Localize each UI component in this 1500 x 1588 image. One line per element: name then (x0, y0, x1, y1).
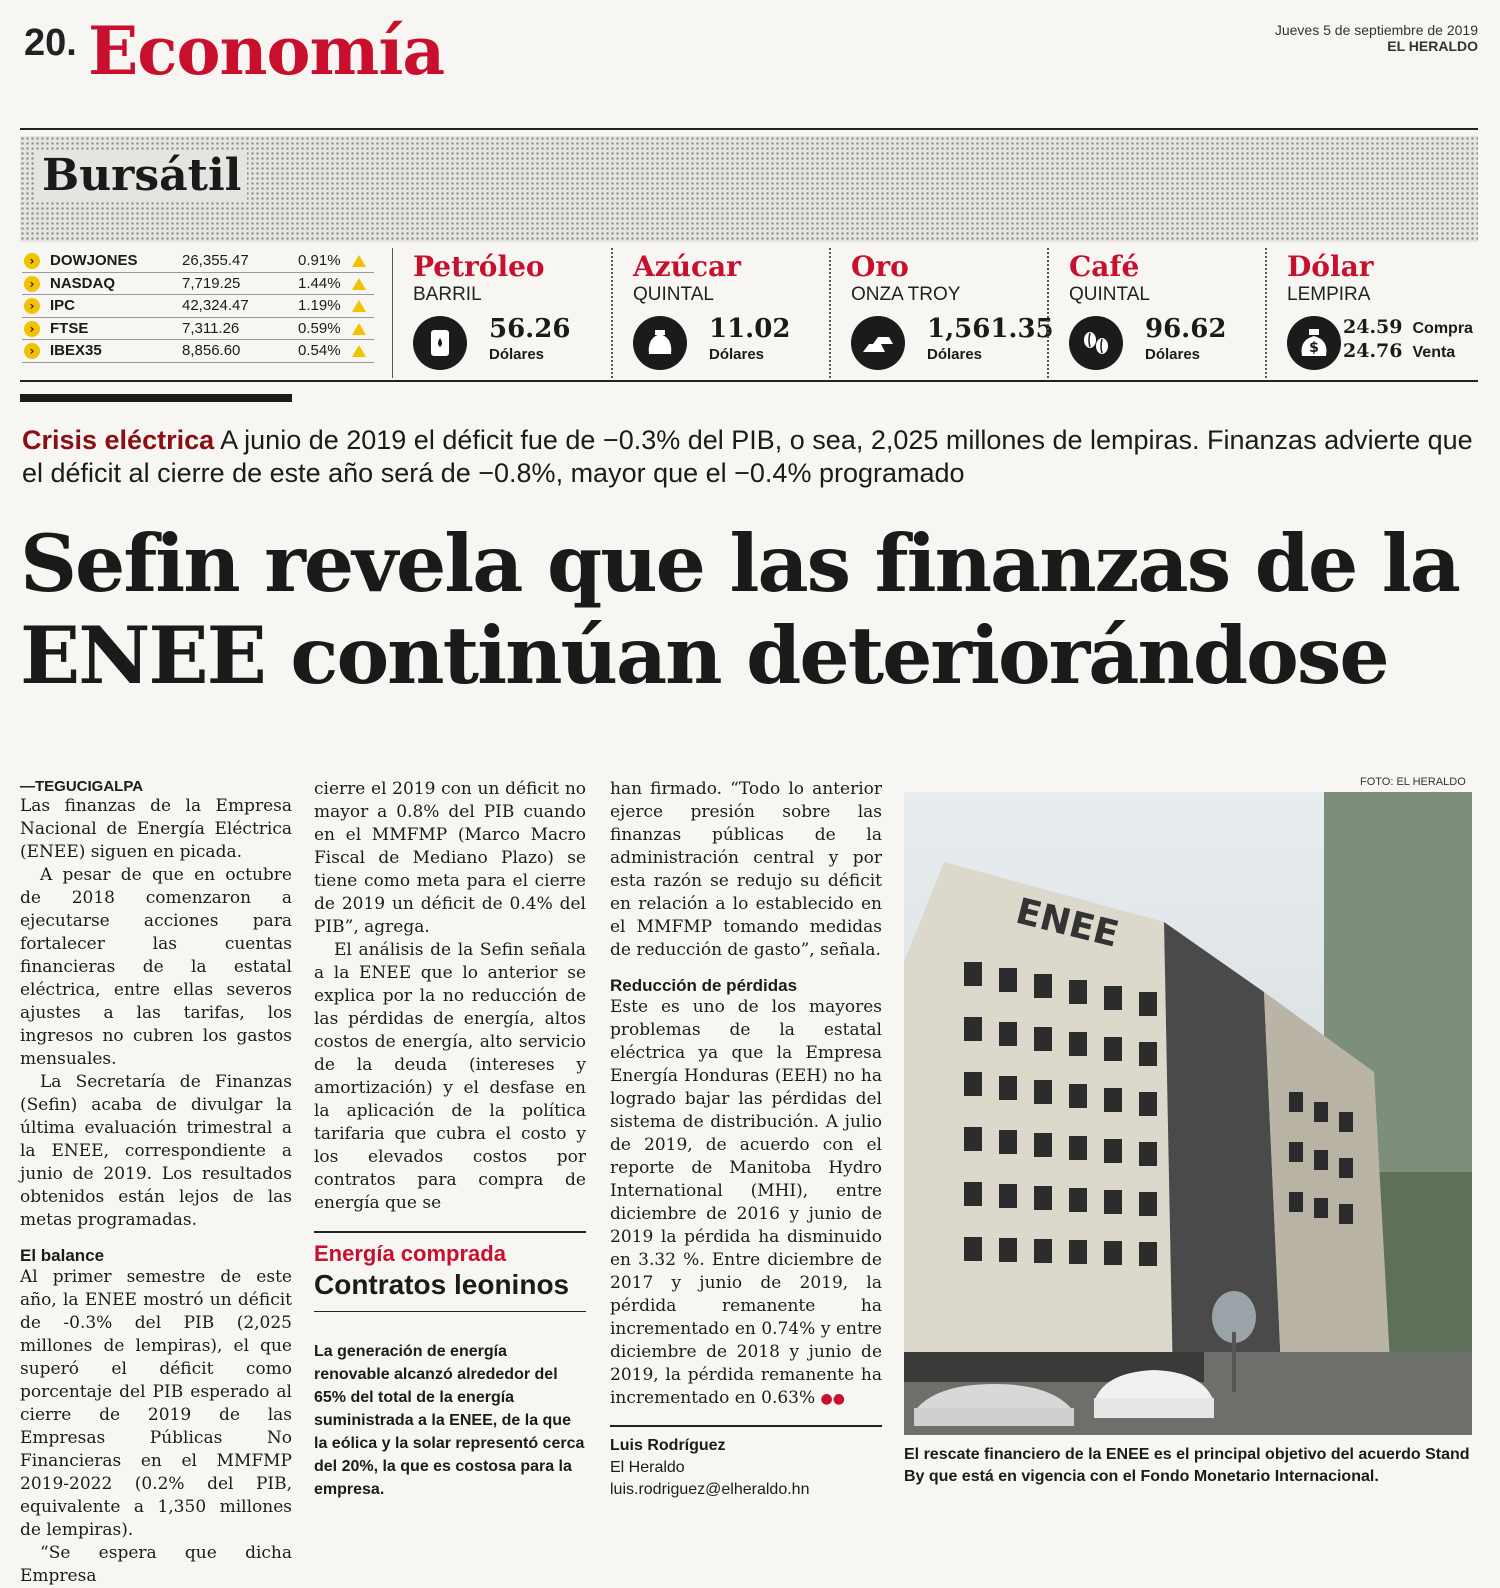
commodity-dolar (1265, 248, 1479, 378)
index-row (22, 295, 374, 318)
index-value: 8,856.60 (182, 342, 241, 359)
money-bag-icon (1287, 316, 1341, 370)
index-row (22, 318, 374, 341)
commodity-unit: QUINTAL (633, 284, 714, 305)
dateline-header (1275, 22, 1478, 54)
dolar-buy (1343, 316, 1473, 338)
index-change: 0.54% (298, 342, 341, 359)
chevron-right-icon: › (24, 298, 40, 314)
dolar-sell (1343, 340, 1455, 362)
building-sign: ENEE (1011, 890, 1123, 956)
index-value: 7,719.25 (182, 274, 241, 292)
oil-barrel-icon (413, 316, 467, 370)
paragraph: Las finanzas de la Empresa Nacional de Energía Eléctrica (ENEE) siguen en picada. (20, 796, 292, 862)
paragraph: han firmado. “Todo lo anterior ejerce presión sobre las finanzas públicas de la administración central y por esta razón se redujo su déficit en relación a lo establecido en el MMFMP tomando medidas de reducción de gasto”, señala. (610, 779, 882, 960)
svg-text:$: $ (1309, 340, 1319, 356)
chevron-right-icon: › (24, 253, 40, 269)
sugar-sack-icon (633, 316, 687, 370)
commodity-name: Azúcar (633, 250, 741, 283)
commodity-cafe (1047, 248, 1263, 378)
trend-up-icon (352, 345, 366, 357)
index-row (22, 273, 374, 296)
kicker-bar (20, 394, 292, 402)
photo-credit: FOTO: EL HERALDO (1360, 776, 1466, 788)
article-summary: A junio de 2019 el déficit fue de −0.3% del PIB, o sea, 2,025 millones de lempiras. Finanzas advierte que el déficit al cierre de este año será de −0.8%, mayor que el −0.4% programado (22, 425, 1473, 488)
article-kicker: Crisis eléctrica (22, 425, 215, 455)
dolar-buy-value: 24.59 (1343, 316, 1403, 338)
index-name: IPC (50, 297, 76, 314)
article-deck (22, 424, 1482, 490)
trend-up-icon (352, 255, 366, 267)
page-number: 20. (24, 22, 77, 64)
sidebar-text: La generación de energía renovable alcanzó alrededor del 65% del total de la energía suministrada a la ENEE, de la que la eólica y la solar representó cerca del 20%, la que es costosa para la empresa. (314, 1343, 585, 1498)
commodity-oro (829, 248, 1054, 378)
subhead-balance: El balance (20, 1246, 105, 1265)
index-name: DOWJONES (50, 252, 138, 269)
author-block (610, 1425, 882, 1501)
article-column-3 (610, 778, 882, 1501)
commodity-currency: Dólares (1145, 346, 1201, 363)
dolar-sell-value: 24.76 (1343, 340, 1403, 362)
chevron-right-icon: › (24, 343, 40, 359)
article-headline (20, 518, 1490, 702)
index-name: FTSE (50, 319, 89, 337)
commodity-currency: Dólares (927, 346, 983, 363)
index-value: 26,355.47 (182, 252, 249, 269)
bursatil-banner (20, 136, 1478, 242)
commodity-petroleo (393, 248, 609, 378)
commodity-value: 1,561.35 (927, 314, 1054, 344)
commodities-strip (392, 248, 1478, 378)
index-change: 1.44% (298, 274, 341, 292)
paragraph: “Se espera que dicha Empresa (20, 1543, 292, 1586)
commodity-value: 11.02 (709, 314, 791, 344)
publication-name: EL HERALDO (1387, 38, 1478, 54)
paragraph: La Secretaría de Finanzas (Sefin) acaba de divulgar la última evaluación trimestral a la ENEE, correspondiente a junio de 2019. Los resultados obtenidos están lejos de las metas programadas. (20, 1072, 292, 1230)
paragraph-text: Este es uno de los mayores problemas de la estatal eléctrica ya que la Empresa Energía Honduras (EEH) no ha logrado bajar las pérdidas del sistema de distribución. A julio de 2019, de acuerdo con el reporte de Manitoba Hydro International (MHI), entre diciembre de 2016 y junio de 2019 la pérdida ha disminuido en 3.32 %. Entre diciembre de 2017 y junio de 2019, la pérdida remanente ha incrementado en 0.74% y entre diciembre de 2018 y junio de 2019, la pérdida remanente ha incrementado en 0.63% (610, 997, 882, 1408)
commodity-unit: BARRIL (413, 284, 482, 305)
chevron-right-icon: › (24, 276, 40, 292)
gold-bars-icon (851, 316, 905, 370)
index-value: 7,311.26 (182, 319, 240, 337)
commodity-name: Oro (851, 250, 909, 283)
stock-indices-table (22, 250, 374, 363)
trend-up-icon (352, 323, 366, 335)
page-header (0, 0, 1500, 130)
section-rule (20, 380, 1478, 382)
trend-up-icon (352, 278, 366, 290)
author-outlet: El Heraldo (610, 1459, 685, 1476)
headline-line-1: Sefin revela que las finanzas de la (20, 517, 1459, 610)
index-name: NASDAQ (50, 274, 116, 292)
author-name: Luis Rodríguez (610, 1437, 726, 1454)
index-change: 0.59% (298, 319, 341, 337)
paragraph: A pesar de que en octubre de 2018 comenzaron a ejecutarse acciones para fortalecer las cuentas financieras de la estatal eléctrica, entre ellas severos ajustes a las tarifas, los ingresos no cubren los gastos mensuales. (20, 865, 292, 1069)
sidebar-kicker: Energía comprada (314, 1231, 586, 1267)
bursatil-title: Bursátil (36, 150, 247, 201)
subhead-perdidas: Reducción de pérdidas (610, 976, 798, 995)
index-row (22, 250, 374, 273)
article-dateline: —TEGUCIGALPA (20, 778, 144, 795)
author-email[interactable]: luis.rodriguez@elheraldo.hn (610, 1481, 810, 1498)
coffee-beans-icon (1069, 316, 1123, 370)
commodity-name: Café (1069, 250, 1140, 283)
paragraph (610, 996, 882, 1411)
index-row (22, 340, 374, 363)
publication-date: Jueves 5 de septiembre de 2019 (1274, 22, 1478, 38)
trend-up-icon (352, 300, 366, 312)
commodity-value: 96.62 (1145, 314, 1227, 344)
commodity-unit: ONZA TROY (851, 284, 961, 305)
commodity-value: 56.26 (489, 314, 571, 344)
paragraph: El análisis de la Sefin señala a la ENEE que lo anterior se explica por la no reducción de las pérdidas de energía, altos costos de energía, alto servicio de la deuda (intereses y amortización) y el desfase en la aplicación de la política tarifaria que cubra el costo y los elevados costos por contratos para compra de energía que se (314, 940, 586, 1213)
chevron-right-icon: › (24, 321, 40, 337)
article-column-1 (20, 778, 292, 1588)
commodity-azucar (611, 248, 827, 378)
headline-line-2: ENEE continúan deteriorándose (20, 609, 1388, 702)
enee-building-photo (904, 792, 1472, 1435)
section-title: Economía (88, 12, 445, 90)
index-name: IBEX35 (50, 342, 102, 359)
photo-caption: El rescate financiero de la ENEE es el principal objetivo del acuerdo Stand By que está en vigencia con el Fondo Monetario Internacional. (904, 1446, 1470, 1485)
end-mark-icon: ●● (820, 1391, 845, 1407)
paragraph: Al primer semestre de este año, la ENEE mostró un déficit de -0.3% del PIB (2,025 millones de lempiras), el que superó el déficit como porcentaje del PIB esperado al cierre de 2019 de las Empresas Públicas No Financieras en el MMFMP 2019-2022 (0.2% del PIB, equivalente a 1,350 millones de lempiras). (20, 1267, 292, 1540)
index-change: 1.19% (298, 297, 341, 314)
commodity-name: Petróleo (413, 250, 545, 283)
sidebar-title: Contratos leoninos (314, 1269, 586, 1312)
article-column-2 (314, 778, 586, 1501)
commodity-unit: LEMPIRA (1287, 284, 1371, 305)
index-value: 42,324.47 (182, 297, 249, 314)
commodity-unit: QUINTAL (1069, 284, 1150, 305)
paragraph: cierre el 2019 con un déficit no mayor a 0.8% del PIB cuando en el MMFMP (Marco Macro Fiscal de Mediano Plazo) se tiene como meta para el cierre de 2019 un déficit de 0.4% del PIB”, agrega. (314, 779, 586, 937)
dolar-buy-label: Compra (1412, 320, 1473, 337)
commodity-name: Dólar (1287, 250, 1374, 283)
index-change: 0.91% (298, 252, 341, 269)
commodity-currency: Dólares (489, 346, 545, 363)
commodity-currency: Dólares (709, 346, 765, 363)
dolar-sell-label: Venta (1412, 344, 1456, 361)
header-rule (20, 128, 1478, 130)
